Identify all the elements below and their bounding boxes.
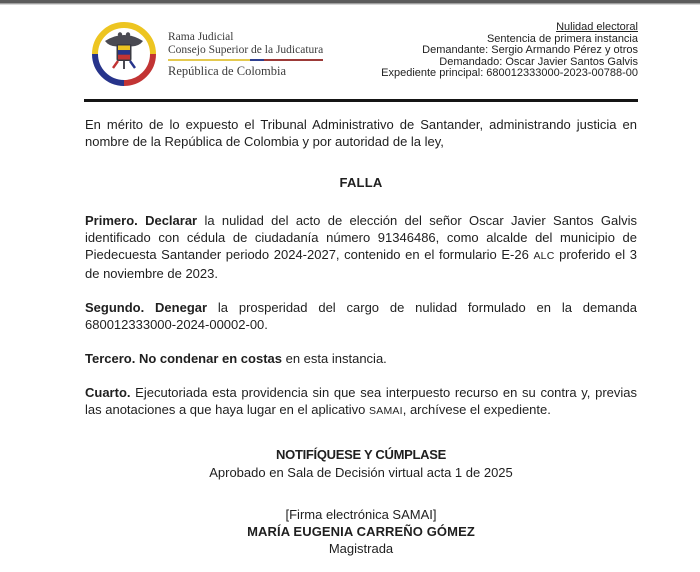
institution-line-republica: República de Colombia xyxy=(168,64,287,78)
ruling-primero: Primero. Declarar la nulidad del acto de elección del señor Oscar Javier Santos Galvis identificado con cédula de ciudadanía número 91346486, como alcalde del municipio de Piedecuesta Santander periodo 2024-2027, contenido en el formulario E-26 ALC proferido el 3 de noviembre de 2023. xyxy=(85,213,637,281)
case-file-number: Expediente principal: 680012333000-2023-00788-00 xyxy=(381,67,638,80)
closing-approval: Aprobado en Sala de Decisión virtual acta 1 de 2025 xyxy=(209,465,513,480)
signer-name: MARÍA EUGENIA CARREÑO GÓMEZ xyxy=(247,524,475,539)
ruling-cuarto: Cuarto. Ejecutoriada esta providencia sin que sea interpuesto recurso en su contra y, previas las anotaciones a que haya lugar en el aplicativo SAMAI, archívese el expediente. xyxy=(85,385,637,417)
signer-title: Magistrada xyxy=(328,541,394,556)
case-plaintiff: Demandante: Sergio Armando Pérez y otros xyxy=(422,44,638,57)
signature-note: [Firma electrónica SAMAI] xyxy=(285,507,437,522)
case-type: Nulidad electoral xyxy=(556,21,638,33)
coat-of-arms-logo xyxy=(88,18,160,90)
institution-text xyxy=(168,18,323,90)
flag-divider xyxy=(168,59,323,61)
document-body xyxy=(0,116,700,557)
ruling-segundo: Segundo. Denegar la prosperidad del cargo de nulidad formulado en la demanda 680012333000-2024-00002-00. xyxy=(85,300,637,332)
case-info-block xyxy=(381,18,638,80)
institution-line-rama-judicial: Rama Judicial xyxy=(168,31,234,43)
falla-heading: FALLA xyxy=(339,175,383,190)
case-defendant: Demandado: Oscar Javier Santos Galvis xyxy=(439,55,638,68)
case-instance: Sentencia de primera instancia xyxy=(486,32,638,45)
document-header xyxy=(0,5,700,90)
closing-order: NOTIFÍQUESE Y CÚMPLASE xyxy=(276,447,446,462)
intro-paragraph: En mérito de lo expuesto el Tribunal Administrativo de Santander, administrando justicia en nombre de la República de Colombia y por autoridad de la ley, xyxy=(85,117,637,149)
ruling-tercero: Tercero. No condenar en costas en esta instancia. xyxy=(85,351,387,366)
institution-block xyxy=(88,18,323,90)
header-divider-rule xyxy=(84,99,638,102)
condor-crest xyxy=(105,32,143,69)
institution-line-consejo: Consejo Superior de la Judicatura xyxy=(168,43,324,56)
